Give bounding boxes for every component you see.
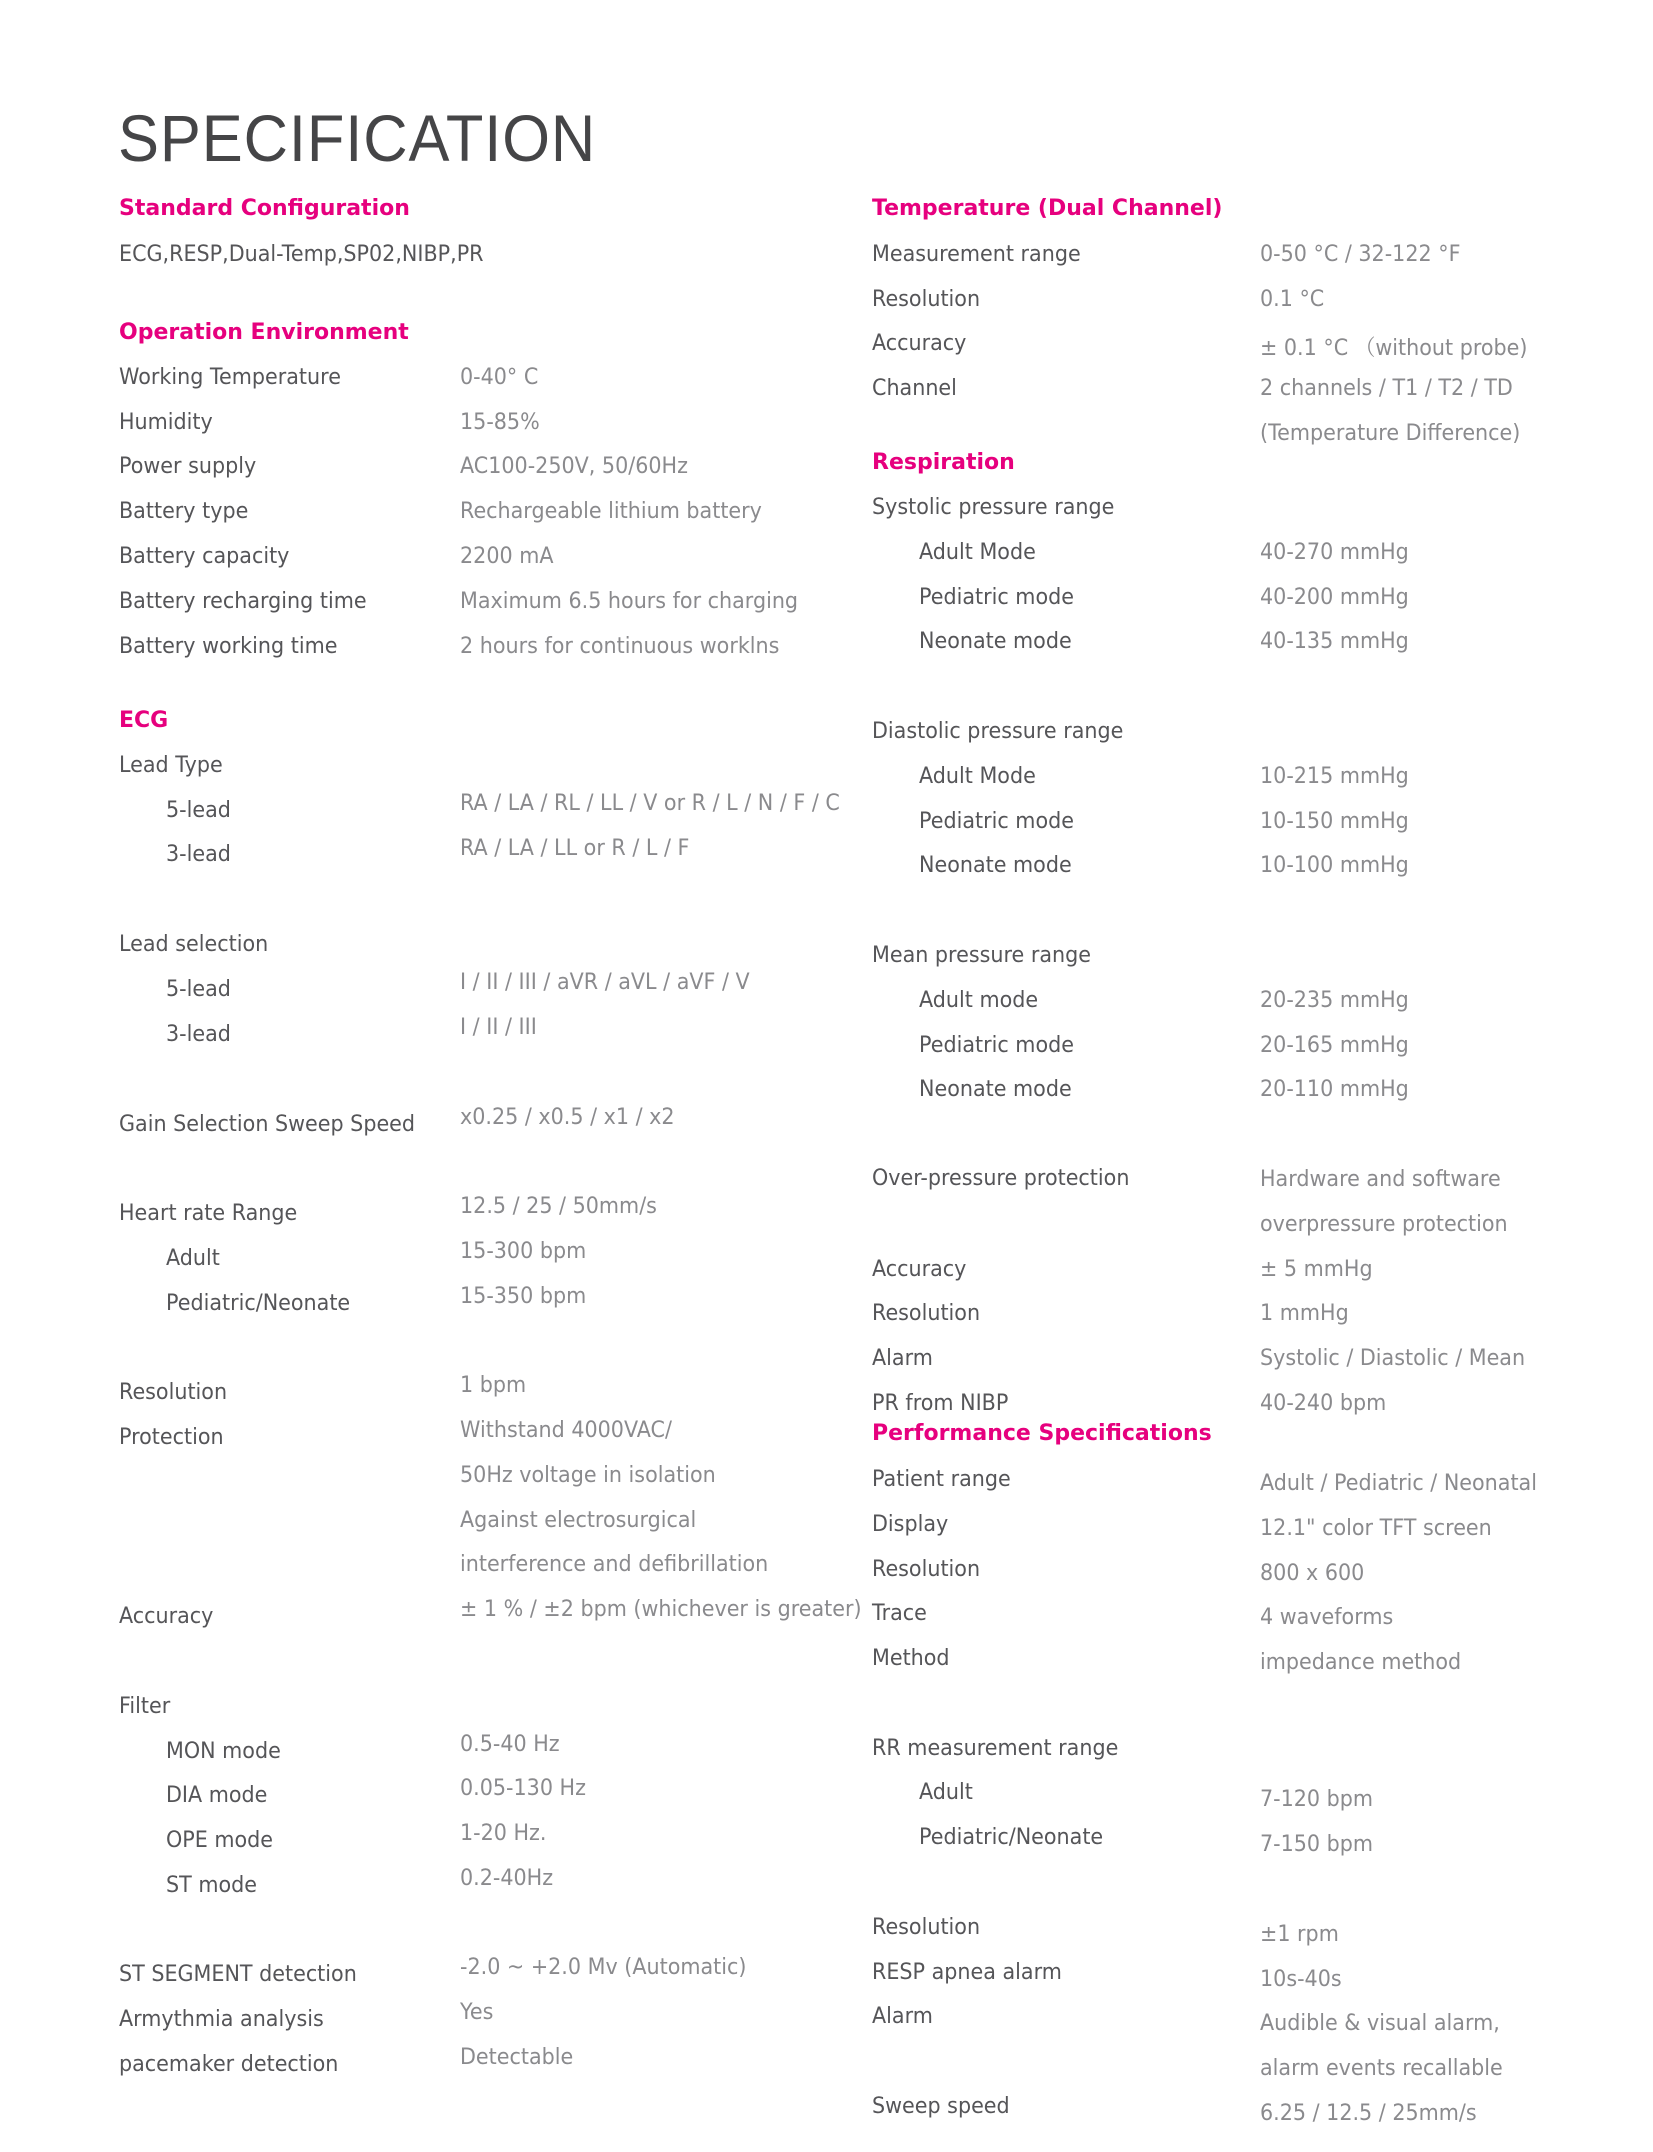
row-label: Accuracy bbox=[872, 1257, 967, 1282]
sub-label: Adult Mode bbox=[919, 764, 1036, 789]
row-value: 1-20 Hz. bbox=[460, 1821, 547, 1846]
row-value: Audible & visual alarm, bbox=[1260, 2011, 1500, 2036]
row-value: 2 channels / T1 / T2 / TD bbox=[1260, 376, 1513, 401]
row-value: overpressure protection bbox=[1260, 1212, 1508, 1237]
sub-label: Adult Mode bbox=[919, 540, 1036, 565]
row-label: Humidity bbox=[119, 410, 213, 435]
row-value: 20-110 mmHg bbox=[1260, 1077, 1409, 1102]
row-label: Resolution bbox=[872, 287, 981, 312]
row-value: 0.5-40 Hz bbox=[460, 1732, 560, 1757]
sub-label: Neonate mode bbox=[919, 1077, 1072, 1102]
row-value: Hardware and software bbox=[1260, 1167, 1501, 1192]
row-label: Method bbox=[872, 1646, 950, 1671]
row-value: 15-350 bpm bbox=[460, 1284, 587, 1309]
lead-type-label: Lead Type bbox=[119, 753, 223, 778]
row-value: Withstand 4000VAC/ bbox=[460, 1418, 672, 1443]
row-value: 15-300 bpm bbox=[460, 1239, 587, 1264]
row-label: Trace bbox=[872, 1601, 927, 1626]
sub-label: OPE mode bbox=[166, 1828, 274, 1853]
row-label: Channel bbox=[872, 376, 957, 401]
row-value: 0.2-40Hz bbox=[460, 1866, 554, 1891]
row-value: I / II / III bbox=[460, 1015, 537, 1040]
sub-label: DIA mode bbox=[166, 1783, 268, 1808]
filter-label: Filter bbox=[119, 1694, 171, 1719]
section-heading: Respiration bbox=[872, 450, 1015, 475]
row-value: Yes bbox=[460, 2000, 494, 2025]
row-value: Rechargeable lithium battery bbox=[460, 499, 762, 524]
sub-label: Pediatric/Neonate bbox=[919, 1825, 1104, 1850]
sub-label: Neonate mode bbox=[919, 629, 1072, 654]
row-value: 0.1 °C bbox=[1260, 287, 1325, 312]
row-value: ± 1 % / ±2 bpm (whichever is greater) bbox=[460, 1597, 862, 1622]
sub-label: 5-lead bbox=[166, 977, 231, 1002]
row-value: 12.5 / 25 / 50mm/s bbox=[460, 1194, 657, 1219]
row-label: Diastolic pressure range bbox=[872, 719, 1124, 744]
row-label: Protection bbox=[119, 1425, 224, 1450]
page-title: SPECIFICATION bbox=[118, 101, 597, 175]
sub-label: Neonate mode bbox=[919, 853, 1072, 878]
row-value: interference and defibrillation bbox=[460, 1552, 769, 1577]
row-label: Mean pressure range bbox=[872, 943, 1091, 968]
row-value: Detectable bbox=[460, 2045, 574, 2070]
row-label: Gain Selection Sweep Speed bbox=[119, 1112, 416, 1137]
standard-configuration-text: ECG,RESP,Dual-Temp,SP02,NIBP,PR bbox=[119, 242, 484, 267]
row-label: Alarm bbox=[872, 2004, 933, 2029]
row-value: 10-100 mmHg bbox=[1260, 853, 1409, 878]
row-value: 40-270 mmHg bbox=[1260, 540, 1409, 565]
row-value: 50Hz voltage in isolation bbox=[460, 1463, 716, 1488]
row-label: RR measurement range bbox=[872, 1736, 1119, 1761]
row-label: Battery type bbox=[119, 499, 249, 524]
row-label: Resolution bbox=[872, 1915, 981, 1940]
section-heading: Performance Specifications bbox=[872, 1421, 1212, 1446]
row-label: RESP apnea alarm bbox=[872, 1960, 1062, 1985]
section-heading: Standard Configuration bbox=[119, 196, 410, 221]
row-label: Resolution bbox=[119, 1380, 228, 1405]
row-label: Systolic pressure range bbox=[872, 495, 1115, 520]
row-value: 2 hours for continuous worklns bbox=[460, 634, 780, 659]
row-label: Accuracy bbox=[872, 331, 967, 356]
row-label: Over-pressure protection bbox=[872, 1166, 1130, 1191]
row-value: 6.25 / 12.5 / 25mm/s bbox=[1260, 2101, 1477, 2126]
row-value: 0.05-130 Hz bbox=[460, 1776, 586, 1801]
row-value: 10-215 mmHg bbox=[1260, 764, 1409, 789]
row-value: 4 waveforms bbox=[1260, 1605, 1394, 1630]
sub-label: Adult bbox=[919, 1780, 973, 1805]
row-value: ± 5 mmHg bbox=[1260, 1257, 1373, 1282]
row-label: Working Temperature bbox=[119, 365, 341, 390]
row-value: 10s-40s bbox=[1260, 1967, 1342, 1992]
row-value: 40-200 mmHg bbox=[1260, 585, 1409, 610]
row-value: 15-85% bbox=[460, 410, 540, 435]
row-label: Resolution bbox=[872, 1301, 981, 1326]
row-value: alarm events recallable bbox=[1260, 2056, 1503, 2081]
row-value: 800 x 600 bbox=[1260, 1561, 1365, 1586]
sub-label: Pediatric mode bbox=[919, 1033, 1074, 1058]
sub-label: ST mode bbox=[166, 1873, 257, 1898]
row-label: Measurement range bbox=[872, 242, 1081, 267]
row-label: Armythmia analysis bbox=[119, 2007, 324, 2032]
lead-selection-label: Lead selection bbox=[119, 932, 269, 957]
row-label: ST SEGMENT detection bbox=[119, 1962, 357, 1987]
sub-label: Pediatric/Neonate bbox=[166, 1291, 351, 1316]
sub-label: 3-lead bbox=[166, 1022, 231, 1047]
row-value: (Temperature Difference) bbox=[1260, 421, 1521, 446]
row-value: impedance method bbox=[1260, 1650, 1462, 1675]
row-label: Resolution bbox=[872, 1557, 981, 1582]
sub-label: Adult mode bbox=[919, 988, 1039, 1013]
sub-label: Pediatric mode bbox=[919, 809, 1074, 834]
sub-label: Pediatric mode bbox=[919, 585, 1074, 610]
row-value: 7-150 bpm bbox=[1260, 1832, 1374, 1857]
row-value: 20-235 mmHg bbox=[1260, 988, 1409, 1013]
section-heading: ECG bbox=[119, 708, 169, 733]
row-label: Sweep speed bbox=[872, 2094, 1010, 2119]
row-value: ±1 rpm bbox=[1260, 1922, 1339, 1947]
row-value: I / II / III / aVR / aVL / aVF / V bbox=[460, 970, 750, 995]
row-label: Display bbox=[872, 1512, 949, 1537]
sub-label: 5-lead bbox=[166, 798, 231, 823]
row-value: 0-50 °C / 32-122 °F bbox=[1260, 242, 1461, 267]
row-label: Alarm bbox=[872, 1346, 933, 1371]
row-value: 40-240 bpm bbox=[1260, 1391, 1387, 1416]
row-value: 2200 mA bbox=[460, 544, 554, 569]
row-value: RA / LA / LL or R / L / F bbox=[460, 836, 690, 861]
row-value: Adult / Pediatric / Neonatal bbox=[1260, 1471, 1537, 1496]
row-value: RA / LA / RL / LL / V or R / L / N / F / C bbox=[460, 791, 840, 816]
sub-label: MON mode bbox=[166, 1739, 281, 1764]
row-value: x0.25 / x0.5 / x1 / x2 bbox=[460, 1105, 675, 1130]
row-value: 7-120 bpm bbox=[1260, 1787, 1374, 1812]
row-value: 0-40° C bbox=[460, 365, 539, 390]
sub-label: 3-lead bbox=[166, 842, 231, 867]
row-label: Power supply bbox=[119, 454, 257, 479]
row-value: 10-150 mmHg bbox=[1260, 809, 1409, 834]
row-value: 1 bpm bbox=[460, 1373, 527, 1398]
row-value: -2.0 ~ +2.0 Mv (Automatic) bbox=[460, 1955, 747, 1980]
row-value: 40-135 mmHg bbox=[1260, 629, 1409, 654]
row-value: 1 mmHg bbox=[1260, 1301, 1349, 1326]
row-label: Battery capacity bbox=[119, 544, 290, 569]
row-value: 12.1" color TFT screen bbox=[1260, 1516, 1492, 1541]
row-label: Battery working time bbox=[119, 634, 338, 659]
sub-label: Adult bbox=[166, 1246, 220, 1271]
section-heading: Temperature (Dual Channel) bbox=[872, 196, 1223, 221]
row-value: 20-165 mmHg bbox=[1260, 1033, 1409, 1058]
row-value: ± 0.1 °C （without probe) bbox=[1260, 336, 1528, 361]
row-label: pacemaker detection bbox=[119, 2052, 339, 2077]
row-label: Patient range bbox=[872, 1467, 1011, 1492]
row-label: Accuracy bbox=[119, 1604, 214, 1629]
row-label: Heart rate Range bbox=[119, 1201, 298, 1226]
section-heading: Operation Environment bbox=[119, 320, 409, 345]
row-value: Maximum 6.5 hours for charging bbox=[460, 589, 799, 614]
row-value: Against electrosurgical bbox=[460, 1508, 697, 1533]
row-value: AC100-250V, 50/60Hz bbox=[460, 454, 688, 479]
row-value: Systolic / Diastolic / Mean bbox=[1260, 1346, 1526, 1371]
row-label: PR from NIBP bbox=[872, 1391, 1009, 1416]
row-label: Battery recharging time bbox=[119, 589, 367, 614]
